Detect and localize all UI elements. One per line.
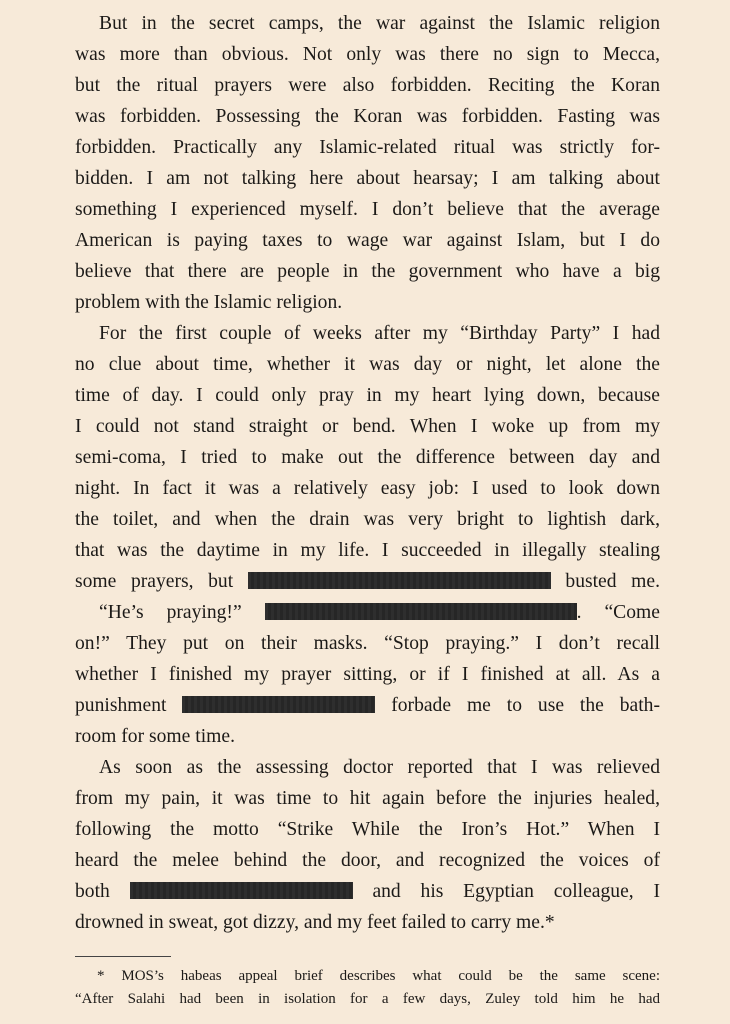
footnote-line: * MOS’s habeas appeal brief describes what could be the same scene:	[97, 968, 660, 984]
redaction-bar	[182, 696, 375, 713]
text-line: was forbidden. Possessing the Koran was forbidden. Fasting was	[75, 106, 660, 127]
text-line: semi-coma, I tried to make out the difference between day and	[75, 447, 660, 468]
text-line: the toilet, and when the drain was very bright to lightish dark,	[75, 509, 660, 530]
paragraph-2	[75, 318, 660, 597]
redaction-bar	[265, 603, 577, 620]
paragraph-1	[75, 8, 660, 318]
footnote-divider	[75, 956, 171, 957]
text-fragment: and his Egyptian colleague, I	[372, 881, 660, 902]
text-line: believe that there are people in the government who have a big	[75, 261, 660, 282]
text-line: following the motto “Strike While the Iron’s Hot.” When I	[75, 819, 660, 840]
footnote	[75, 965, 660, 1011]
text-line: whether I finished my prayer sitting, or if I finished at all. As a	[75, 664, 660, 685]
text-fragment: “He’s praying!”	[99, 602, 242, 623]
text-line: bidden. I am not talking here about hearsay; I am talking about	[75, 168, 660, 189]
text-line: drowned in sweat, got dizzy, and my feet failed to carry me.*	[75, 912, 555, 933]
text-fragment: some prayers, but	[75, 571, 234, 592]
text-fragment: punishment	[75, 695, 167, 716]
text-line: heard the melee behind the door, and recognized the voices of	[75, 850, 660, 871]
text-line: no clue about time, whether it was day or night, let alone the	[75, 354, 660, 375]
text-line: night. In fact it was a relatively easy job: I used to look down	[75, 478, 660, 499]
redaction-bar	[248, 572, 551, 589]
text-line: but the ritual prayers were also forbidden. Reciting the Koran	[75, 75, 660, 96]
text-line: from my pain, it was time to hit again before the injuries healed,	[75, 788, 660, 809]
text-line-redacted	[75, 690, 660, 721]
text-line: forbidden. Practically any Islamic-related ritual was strictly for-	[75, 137, 660, 158]
body-text	[75, 8, 660, 938]
text-line: I could not stand straight or bend. When I woke up from my	[75, 416, 660, 437]
text-line-redacted	[75, 597, 660, 628]
book-page	[75, 8, 660, 1011]
text-fragment: busted me.	[565, 571, 660, 592]
text-fragment: both	[75, 881, 110, 902]
text-line: that was the daytime in my life. I succeeded in illegally stealing	[75, 540, 660, 561]
redaction-bar	[130, 882, 353, 899]
text-line: American is paying taxes to wage war against Islam, but I do	[75, 230, 660, 251]
text-line: on!” They put on their masks. “Stop praying.” I don’t recall	[75, 633, 660, 654]
text-fragment: . “Come	[576, 602, 660, 623]
footnote-line: “After Salahi had been in isolation for a few days, Zuley told him he had	[75, 991, 660, 1007]
text-line-redacted	[75, 876, 660, 907]
text-line: room for some time.	[75, 726, 235, 747]
paragraph-3	[75, 597, 660, 752]
text-line: But in the secret camps, the war against the Islamic religion	[99, 13, 660, 34]
paragraph-4	[75, 752, 660, 938]
text-line-redacted	[75, 566, 660, 597]
text-fragment: forbade me to use the bath-	[391, 695, 660, 716]
text-line: something I experienced myself. I don’t believe that the average	[75, 199, 660, 220]
text-line: For the first couple of weeks after my “Birthday Party” I had	[99, 323, 660, 344]
text-line: problem with the Islamic religion.	[75, 292, 343, 313]
text-line: As soon as the assessing doctor reported that I was relieved	[99, 757, 660, 778]
text-line: time of day. I could only pray in my heart lying down, because	[75, 385, 660, 406]
text-line: was more than obvious. Not only was there no sign to Mecca,	[75, 44, 660, 65]
